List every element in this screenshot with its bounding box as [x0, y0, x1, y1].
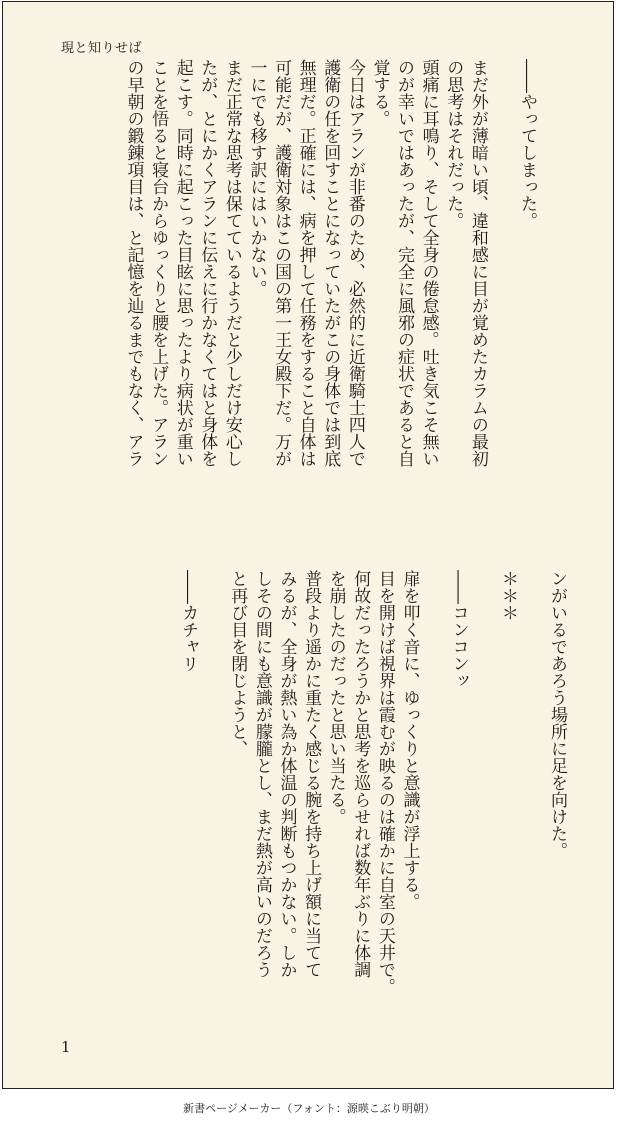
text-column: 可能だが、護衛対象はこの国の第一王女殿下だ。万が	[271, 59, 292, 467]
text-column: ンがいるであろう場所に足を向けた。	[547, 570, 567, 859]
text-column: まだ正常な思考は保てているようだと少しだけ安心し	[221, 59, 242, 467]
text-column: ――カチャリ	[178, 570, 199, 672]
text-column: 起こす。同時に起こった目眩に思ったより病状が重い	[172, 59, 193, 467]
text-column: 何故だったろうかと思考を巡らせれば数年ぶりに体調	[350, 570, 371, 978]
page-number: 1	[61, 1038, 71, 1056]
book-title: 現と知りせば	[61, 41, 143, 56]
text-column: 無理だ。正確には、病を押して任務をすること自体は	[295, 59, 316, 467]
text-column: 普段より遥かに重たく感じる腕を持ち上げ額に当てて	[301, 570, 322, 978]
text-column	[520, 570, 545, 1040]
text-column: 目を開けば視界は霞むが映るのは確かに自室の天井で。	[374, 570, 395, 995]
text-column: ――コンコンッ	[448, 570, 469, 689]
text-column	[471, 570, 496, 1040]
book-page	[2, 1, 614, 1089]
text-column: まだ外が薄暗い頃、違和感に目が覚めたカラムの最初	[467, 59, 488, 467]
text-column: ――やってしまった。	[517, 59, 537, 229]
text-column: 護衛の任を回すことになっていたがこの身体では到底	[320, 59, 341, 467]
text-column: しその間にも意識が朦朧とし、まだ熱が高いのだろう	[251, 570, 272, 978]
text-column: 今日はアランが非番のため、必然的に近衛騎士四人で	[344, 59, 365, 467]
text-column: 頭痛に耳鳴り、そして全身の倦怠感。吐き気こそ無い	[418, 59, 439, 467]
text-column: たが、とにかくアランに伝えに行かなくてはと身体を	[197, 59, 218, 467]
text-column: 扉を叩く音に、ゆっくりと意識が浮上する。	[399, 570, 420, 910]
lower-vertical-text	[149, 570, 569, 1040]
text-column: ＊＊＊	[497, 570, 518, 621]
text-column: 覚する。	[369, 59, 390, 127]
text-column: の思考はそれだった。	[443, 59, 464, 229]
text-column: の早朝の鍛錬項目は、と記憶を辿るまでもなく、アラ	[123, 59, 144, 467]
upper-text-block	[59, 59, 539, 529]
upper-vertical-text	[59, 59, 539, 529]
lower-text-block	[149, 570, 569, 1040]
text-column: のが幸いではあったが、完全に風邪の症状であると自	[394, 59, 415, 467]
text-column: を崩したのだったと思い当たる。	[325, 570, 346, 825]
text-column: ことを悟ると寝台からゆっくりと腰を上げた。アラン	[148, 59, 169, 467]
credit-line: 新書ページメーカー（フォント：源暎こぶり明朝）	[183, 1102, 435, 1115]
text-column: 一にでも移す訳にはいかない。	[246, 59, 267, 297]
text-column: と再び目を閉じようと、	[227, 570, 248, 757]
text-column	[490, 59, 515, 529]
text-column: みるが、全身が熱い為か体温の判断もつかない。しか	[276, 570, 297, 978]
text-column	[421, 570, 446, 1040]
text-column	[200, 570, 225, 1040]
